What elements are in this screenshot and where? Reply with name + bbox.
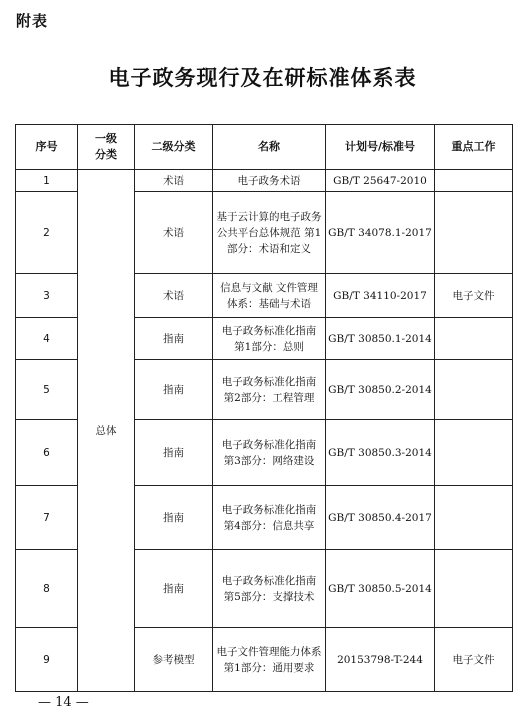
row-name: 电子政务标准化指南 第5部分：支撑技术	[213, 550, 326, 628]
row-category-2: 术语	[135, 274, 213, 318]
row-category-2: 指南	[135, 420, 213, 486]
row-code: GB/T 30850.5-2014	[326, 550, 435, 628]
row-name: 电子政务术语	[213, 170, 326, 192]
row-key-work	[435, 420, 513, 486]
header-name: 名称	[213, 125, 326, 170]
row-category-2: 指南	[135, 360, 213, 420]
row-name: 电子政务标准化指南 第4部分：信息共享	[213, 486, 326, 550]
row-name: 电子政务标准化指南 第1部分：总则	[213, 318, 326, 360]
row-name: 基于云计算的电子政务公共平台总体规范 第1部分：术语和定义	[213, 192, 326, 274]
document-title: 电子政务现行及在研标准体系表	[108, 65, 417, 90]
row-code: GB/T 25647-2010	[326, 170, 435, 192]
row-key-work: 电子文件	[435, 628, 513, 692]
row-seq: 6	[16, 420, 78, 486]
row-key-work	[435, 170, 513, 192]
row-name: 电子政务标准化指南 第2部分：工程管理	[213, 360, 326, 420]
row-seq: 4	[16, 318, 78, 360]
header-category-2: 二级分类	[135, 125, 213, 170]
row-key-work	[435, 360, 513, 420]
row-code: GB/T 30850.4-2017	[326, 486, 435, 550]
row-code: GB/T 30850.1-2014	[326, 318, 435, 360]
row-code: GB/T 30850.2-2014	[326, 360, 435, 420]
row-category-2: 术语	[135, 192, 213, 274]
row-seq: 5	[16, 360, 78, 420]
standards-table	[15, 124, 513, 692]
header-category-1: 一级分类	[78, 125, 135, 170]
appendix-label: 附表	[16, 12, 49, 30]
row-category-2: 指南	[135, 318, 213, 360]
row-name: 信息与文献 文件管理体系：基础与术语	[213, 274, 326, 318]
page-number: — 14 —	[38, 695, 89, 710]
row-code: GB/T 34078.1-2017	[326, 192, 435, 274]
row-seq: 9	[16, 628, 78, 692]
row-code: GB/T 34110-2017	[326, 274, 435, 318]
table-header-row	[16, 125, 513, 170]
row-seq: 8	[16, 550, 78, 628]
row-seq: 1	[16, 170, 78, 192]
row-key-work	[435, 318, 513, 360]
row-seq: 7	[16, 486, 78, 550]
header-key-work: 重点工作	[435, 125, 513, 170]
row-key-work: 电子文件	[435, 274, 513, 318]
table-row	[16, 170, 513, 192]
row-key-work	[435, 486, 513, 550]
row-code: GB/T 30850.3-2014	[326, 420, 435, 486]
row-key-work	[435, 550, 513, 628]
row-name: 电子文件管理能力体系 第1部分：通用要求	[213, 628, 326, 692]
row-category-2: 术语	[135, 170, 213, 192]
row-code: 20153798-T-244	[326, 628, 435, 692]
row-category-2: 指南	[135, 486, 213, 550]
header-seq: 序号	[16, 125, 78, 170]
row-key-work	[435, 192, 513, 274]
row-category-2: 参考模型	[135, 628, 213, 692]
row-seq: 2	[16, 192, 78, 274]
row-category-2: 指南	[135, 550, 213, 628]
category-1-cell: 总体	[78, 170, 135, 692]
row-name: 电子政务标准化指南 第3部分：网络建设	[213, 420, 326, 486]
row-seq: 3	[16, 274, 78, 318]
header-code: 计划号/标准号	[326, 125, 435, 170]
